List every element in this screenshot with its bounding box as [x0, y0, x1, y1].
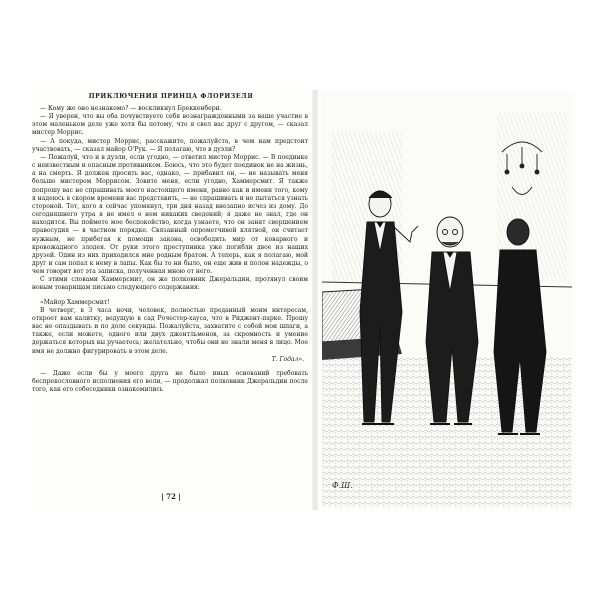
artist-signature: Ф.Ш. — [332, 481, 353, 490]
letter-signature: Т. Годал». — [271, 355, 304, 363]
letter-body: В четверг, в 3 часа ночи, человек, полностью преданный моим интересам, откроет вам калитку, ведущую в сад Рочестер-хауса, что в Риджент-парке. Прошу вас не опаздывать и по доле секунды. Пожалуйста, захватите с собой мои шпаги, а также, если можете, одного или двух джентльменов, за скромность и умение держаться которых вы ручаетесь; желательно, чтобы они не знали меня в лицо. Мое имя не должно фигурировать в этом деле. — [32, 306, 308, 355]
paragraph: — А покуда, мистер Моррис, расскажите, пожалуйста, в чем нам предстоит участвовать, — сказал майор О'Рук. — Я полагаю, что в дуэли? — [32, 137, 308, 153]
paragraph: С этими словами Хаммерсмит, он же полковник Джеральдин, протянул своим новым товарищам письмо следующего содержания: — [32, 276, 308, 292]
paragraph: — Кому же оно незнакомо? — воскликнул Бреккенбери. — [40, 105, 222, 112]
page-number: | 72 | — [161, 492, 181, 501]
left-page — [30, 90, 312, 510]
paragraph: — Пожалуй, что и в дуэли, если угодно, — ответил мистер Моррис. — В поединке с неизвестным и опасным противником. Боюсь, что это будет поединок не на жизнь, а на смерть. Я должен просить вас, однако, — прибавил он, — не называть меня больше мистером Моррисом. Зовите меня, если угодно, Хаммерсмит. Я также попрошу вас не спрашивать моего настоящего имени, равно как и имени того, кому я надеюсь в скором времени вас представить, — не спрашивать и не пытаться узнать стороной. Тот, кого я сейчас упомянул, три дня назад внезапно исчез из дому. До сегодняшнего утра я не имел о нем никаких сведений; я даже не знал, где он находится. Вы поймете мое беспокойство, когда узнаете, что он занят свершением правосудия — в частном порядке. Связанный опрометчивой клятвой, он считает нужным, не прибегая к помощи закона, освободить мир от коварного и кровожадного злодея. От руки этого преступника уже погибли двое из наших друзей. Один из них приходился мне родным братом. А теперь, как я полагаю, мой друг и сам попал к нему в лапы. Как бы то ни было, он еще жив и полон надежды, о чем говорит вот эта записка, полученная мною от него. — [32, 153, 308, 276]
running-head: ПРИКЛЮЧЕНИЯ ПРИНЦА ФЛОРИЗЕЛЯ — [88, 93, 254, 100]
body-text — [32, 105, 308, 394]
closing-paragraph: — Даже если бы у моего друга не было иных оснований требовать беспрекословного исполнения его воли, — продолжал полковник Джеральдин после того, как его собеседники ознакомились — [32, 369, 308, 394]
right-page — [318, 90, 576, 510]
engraving-illustration — [322, 92, 572, 508]
engraving-svg — [322, 92, 572, 508]
letter-greeting: «Майор Хаммерсмит! — [40, 298, 110, 306]
paragraph: — Я уверен, что вы оба почувствуете себя вознагражденными за ваше участие в этом маленьком деле уже хотя бы потому, что я свел вас друг с другом, — сказал мистер Моррис. — [32, 113, 308, 137]
